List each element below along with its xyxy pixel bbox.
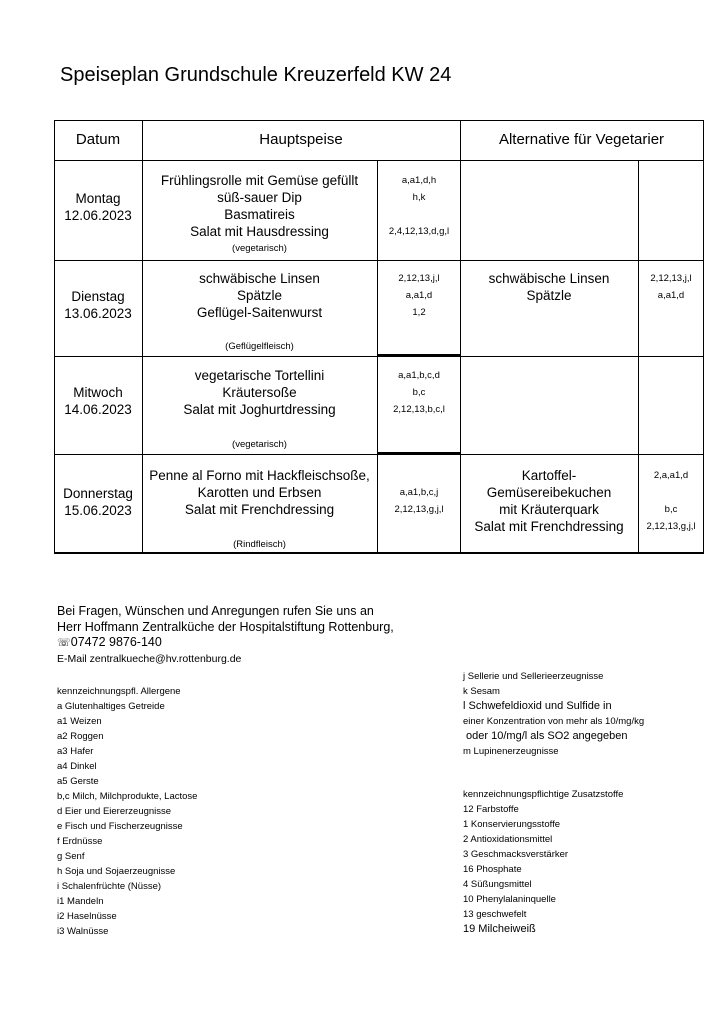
dish-line: Karotten und Erbsen (197, 485, 322, 500)
dish-line: Frühlingsrolle mit Gemüse gefüllt (160, 173, 359, 188)
allergen-code (378, 206, 460, 223)
legend-item: a1 Weizen (57, 716, 102, 727)
weekday: Montag (75, 191, 121, 206)
header-main: Hauptspeise (259, 131, 343, 148)
dish-note: (vegetarisch) (232, 439, 287, 450)
legend-item: oder 10/mg/l als SO2 angegeben (463, 730, 628, 742)
main-dish-cell (140, 467, 379, 518)
dish-line: Spätzle (526, 288, 572, 303)
legend-item: i1 Mandeln (57, 896, 104, 907)
dish-note: (Rindfleisch) (233, 539, 286, 550)
alternative-dish-cell (460, 467, 638, 535)
legend-item: h Soja und Sojaerzeugnisse (57, 866, 176, 877)
header-alternative: Alternative für Vegetarier (498, 131, 665, 148)
dish-note: (vegetarisch) (232, 243, 287, 254)
allergen-codes-cell (378, 367, 460, 418)
header-date: Datum (75, 131, 121, 148)
day-cell (54, 190, 142, 224)
date: 13.06.2023 (64, 306, 132, 321)
contact-email: E-Mail zentralkueche@hv.rottenburg.de (57, 653, 242, 665)
legend-item: j Sellerie und Sellerieerzeugnisse (463, 671, 604, 682)
alternative-codes-cell (638, 270, 704, 304)
table-header-divider (54, 160, 704, 161)
legend-item: g Senf (57, 851, 85, 862)
legend-item: e Fisch und Fischerzeugnisse (57, 821, 183, 832)
codes-cell-border (378, 452, 460, 454)
allergen-code: a,a1,b,c,d (398, 370, 440, 381)
legend-item: 4 Süßungsmittel (463, 879, 532, 890)
legend-item: 3 Geschmacksverstärker (463, 849, 569, 860)
legend-item: 10 Phenylalaninquelle (463, 894, 556, 905)
legend-item: 12 Farbstoffe (463, 804, 519, 815)
dish-line: Geflügel-Saitenwurst (196, 305, 323, 320)
date: 12.06.2023 (64, 208, 132, 223)
date: 15.06.2023 (64, 503, 132, 518)
dish-line: Kartoffel- (521, 468, 577, 483)
legend-item: d Eier und Eiererzeugnisse (57, 806, 172, 817)
allergen-code: h,k (412, 192, 426, 203)
telephone-icon: ☏ (57, 637, 71, 649)
allergen-code: 2,a,a1,d (653, 470, 689, 481)
allergen-code (378, 467, 460, 484)
dish-note: (Geflügelfleisch) (225, 341, 294, 352)
day-cell (54, 485, 142, 519)
legend-item: k Sesam (463, 686, 500, 697)
allergen-code (638, 484, 704, 501)
legend-item: f Erdnüsse (57, 836, 103, 847)
allergen-codes-cell (378, 467, 460, 518)
allergen-code: 2,12,13,j,l (398, 273, 440, 284)
allergen-code: 2,4,12,13,d,g,l (388, 226, 450, 237)
dish-line: vegetarische Tortellini (194, 368, 325, 383)
allergen-codes-cell (378, 172, 460, 240)
weekday: Mitwoch (73, 385, 123, 400)
legend-additives (463, 787, 623, 937)
legend-item: i2 Haselnüsse (57, 911, 117, 922)
legend-item: a5 Gerste (57, 776, 99, 787)
allergen-code: a,a1,d,h (401, 175, 437, 186)
allergen-code: b,c (412, 387, 426, 398)
legend-item: a4 Dinkel (57, 761, 97, 772)
legend-item: kennzeichnungspflichtige Zusatzstoffe (463, 789, 624, 800)
allergen-code: b,c (664, 504, 678, 515)
row-divider (54, 260, 704, 261)
allergen-codes-cell (378, 270, 460, 321)
allergen-code: a,a1,d (405, 290, 433, 301)
allergen-code: 1,2 (412, 307, 426, 318)
allergen-code: 2,12,13,j,l (650, 273, 692, 284)
day-cell (54, 288, 142, 322)
row-divider (54, 356, 704, 357)
dish-line: schwäbische Linsen (199, 271, 320, 286)
legend-item: l Schwefeldioxid und Sulfide in (463, 700, 612, 712)
main-dish-cell (142, 367, 377, 418)
dish-line: Basmatireis (224, 207, 295, 222)
legend-item: 1 Konservierungsstoffe (463, 819, 560, 830)
legend-item: 2 Antioxidationsmittel (463, 834, 553, 845)
legend-item: 13 geschwefelt (463, 909, 527, 920)
table-border-bottom (54, 552, 704, 554)
legend-item: i Schalenfrüchte (Nüsse) (57, 881, 162, 892)
allergen-code: a,a1,d (657, 290, 685, 301)
allergen-code: 2,12,13,g,j,l (646, 521, 696, 532)
contact-phone (57, 634, 162, 651)
main-dish-cell (142, 172, 377, 240)
allergen-code: 2,12,13,g,j,l (394, 504, 444, 515)
dish-line: Salat mit Frenchdressing (184, 502, 335, 517)
legend-item: a3 Hafer (57, 746, 94, 757)
day-cell (54, 384, 142, 418)
table-border-top (54, 120, 704, 121)
legend-item: m Lupinenerzeugnisse (463, 746, 559, 757)
alternative-codes-cell (638, 467, 704, 535)
dish-line: süß-sauer Dip (217, 190, 302, 205)
dish-line: Salat mit Joghurtdressing (183, 402, 336, 417)
date: 14.06.2023 (64, 402, 132, 417)
phone-number: 07472 9876-140 (70, 635, 162, 649)
legend-item: b,c Milch, Milchprodukte, Lactose (57, 791, 198, 802)
codes-cell-border (378, 354, 460, 356)
dish-line: Penne al Forno mit Hackfleischsoße, (149, 468, 370, 483)
legend-item: einer Konzentration von mehr als 10/mg/kg (463, 716, 645, 727)
weekday: Donnerstag (63, 486, 133, 501)
contact-line: Bei Fragen, Wünschen und Anregungen rufen Sie uns an (57, 604, 374, 618)
alternative-dish-cell (460, 270, 638, 304)
dish-line: Spätzle (236, 288, 283, 303)
dish-line: schwäbische Linsen (488, 271, 610, 286)
legend-item: 19 Milcheiweiß (463, 923, 536, 935)
page-title: Speiseplan Grundschule Kreuzerfeld KW 24 (60, 64, 452, 86)
contact-line: Herr Hoffmann Zentralküche der Hospitalstiftung Rottenburg, (57, 620, 394, 634)
dish-line: Gemüsereibekuchen (486, 485, 612, 500)
row-divider (54, 454, 704, 455)
allergen-code: 2,12,13,b,c,l (393, 404, 445, 415)
dish-line: Salat mit Frenchdressing (474, 519, 624, 534)
legend-item: kennzeichnungspfl. Allergene (57, 686, 181, 697)
weekday: Dienstag (71, 289, 125, 304)
legend-allergens (57, 684, 197, 939)
allergen-code: a,a1,b,c,j (399, 487, 439, 498)
legend-item: a Glutenhaltiges Getreide (57, 701, 165, 712)
legend-item: a2 Roggen (57, 731, 104, 742)
legend-item: 16 Phosphate (463, 864, 522, 875)
main-dish-cell (142, 270, 377, 321)
dish-line: Salat mit Hausdressing (190, 224, 329, 239)
dish-line: Kräutersoße (222, 385, 297, 400)
legend-allergens-continued (463, 669, 644, 759)
dish-line: mit Kräuterquark (499, 502, 599, 517)
legend-item: i3 Walnüsse (57, 926, 109, 937)
